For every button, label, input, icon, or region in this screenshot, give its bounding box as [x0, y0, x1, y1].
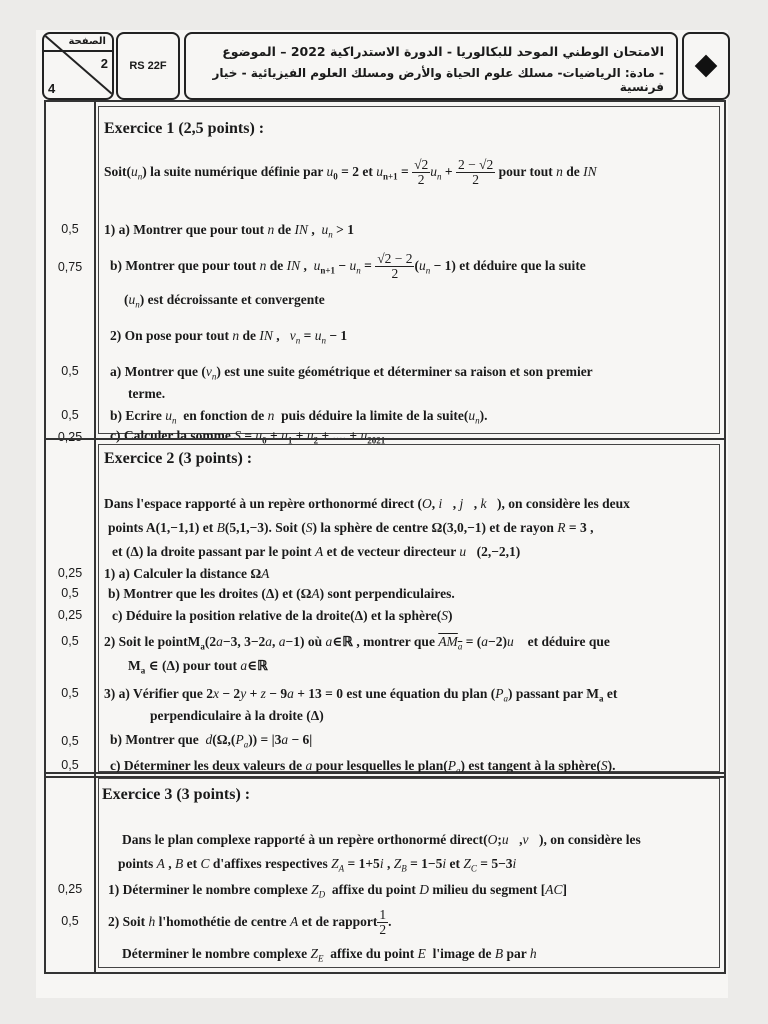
ex1-q2a-line2: terme.	[128, 386, 166, 401]
ex2-q3a: 3) a) Vérifier que 2x − 2y + z − 9a + 13 = 0 est une équation du plan $(P_a)$ passant par $M_a$ et	[104, 686, 618, 704]
page-number: 2	[100, 56, 108, 71]
exercise-3-title: Exercice 3 (3 points) :	[102, 786, 251, 803]
ex2-intro-3: et (Δ) la droite passant par le point A et de vecteur directeur u⃗(2,−2,1)	[112, 544, 521, 559]
mark-ex2-1a: 0,25	[57, 566, 83, 580]
ex2-intro-1: Dans l'espace rapporté à un repère orthonormé direct (O, i⃗, j⃗, k⃗), on considère les deux	[104, 496, 630, 511]
mark-ex2-3a: 0,5	[61, 686, 79, 700]
ex1-intro: $Soit(u_n)$ la suite numérique définie par $u_0 = 2$ et $u_{n+1}$ = $\frac{√2}{2}$ $u_n$ + $\frac{2 - √2}{2}$ pour tout n de IN	[104, 157, 597, 188]
mark-ex3-2: 0,5	[61, 914, 79, 928]
exercise-2	[44, 438, 726, 778]
exam-page	[36, 30, 728, 998]
diamond-box	[682, 32, 730, 100]
ex2-q1a: 1) a) Calculer la distance ΩA	[104, 566, 270, 581]
ex3-q2-line2: Déterminer le nombre complexe $Z_E$ affixe du point E l'image de B par h	[122, 946, 537, 964]
exam-code: RS 22F	[129, 60, 167, 72]
exam-title-box	[184, 32, 678, 100]
ex3-q1: 1) Déterminer le nombre complexe $Z_D$ affixe du point D milieu du segment [AC]	[108, 882, 567, 900]
diamond-icon	[695, 55, 718, 78]
mark-ex2-1b: 0,5	[61, 586, 79, 600]
exercise-1-title: Exercice 1 (2,5 points) :	[104, 120, 265, 137]
ex2-q2: 2) Soit le pointM$_a$(2a−3, 3−2a, a−1) où a∈ℝ , montrer que $AM_a$ = (a−2)u⃗ et déduire que	[104, 634, 610, 652]
mark-ex1-2a: 0,5	[61, 364, 79, 378]
mark-ex2-2: 0,5	[61, 634, 79, 648]
ex3-intro-1: Dans le plan complexe rapporté à un repère orthonormé direct(O;u⃗,v⃗), on considère les	[122, 832, 641, 847]
marks-column	[46, 774, 96, 972]
ex2-q3b: b) Montrer que $d(\Omega,(P_a)) = |3a - 6|$	[110, 732, 313, 750]
page-number-box	[42, 32, 114, 100]
ex2-intro-2: points A(1,−1,1) et B(5,1,−3). Soit (S) la sphère de centre Ω(3,0,−1) et de rayon R = 3 ,	[108, 520, 594, 535]
ex2-q2-line2: $M_a$ ∈ (Δ) pour tout a∈ℝ	[128, 658, 268, 676]
exercise-2-title: Exercice 2 (3 points) :	[104, 450, 253, 467]
ex3-q2: 2) Soit h l'homothétie de centre A et de rapport $\frac{1}{2}$ .	[108, 907, 392, 938]
mark-ex1-2c: 0,25	[57, 430, 83, 444]
mark-ex2-3c: 0,5	[61, 758, 79, 772]
mark-ex2-3b: 0,5	[61, 734, 79, 748]
ex1-q1b-line2: $(u_n)$ est décroissante et convergente	[124, 292, 325, 310]
ex2-q1b: b) Montrer que les droites (Δ) et (ΩA) sont perpendiculaires.	[108, 586, 455, 601]
exam-title-line1: الامتحان الوطني الموحد للبكالوريا - الدورة الاستدراكية 2022 – الموضوع	[222, 44, 664, 59]
exam-title-line2: - مادة: الرياضيات- مسلك علوم الحياة والأرض ومسلك العلوم الفيزيائية - خيار فرنسية	[212, 66, 664, 94]
mark-ex1-1a: 0,5	[61, 222, 79, 236]
ex1-q2c: c) Calculer la somme $S = u_0 + u_1 + u_2$ + .... + $u_{2021}$	[110, 428, 386, 446]
mark-ex2-1c: 0,25	[57, 608, 83, 622]
ex3-intro-2: points A , B et C d'affixes respectives $Z_A = 1+5i$ , $Z_B = 1-5i$ et $Z_C = 5-3i$	[118, 856, 517, 874]
mark-ex1-1b: 0,75	[57, 260, 83, 274]
ex1-q2a: a) Montrer que $(v_n)$ est une suite géométrique et déterminer sa raison et son premier	[110, 364, 593, 382]
exam-code-box	[116, 32, 180, 100]
ex1-q1b: b) Montrer que pour tout n de IN , $u_{n+1} - u_n$ = $\frac{√2 - 2}{2}$ $(u_n - 1)$ et déduire que la suite	[110, 251, 586, 282]
ex2-q3c: c) Déterminer les deux valeurs de a pour lesquelles le $plan(P_a)$ est tangent à la sphère(S).	[110, 758, 616, 776]
ex1-q2b: b) Ecrire $u_n$ en fonction de n puis déduire la limite de la $suite(u_n)$.	[110, 408, 488, 426]
ex1-q2: 2) On pose pour tout n de IN , $v_n = u_n - 1$	[110, 328, 348, 346]
ex2-q1c: c) Déduire la position relative de la droite(Δ) et la sphère(S)	[112, 608, 453, 623]
mark-ex3-1: 0,25	[57, 882, 83, 896]
page-total: 4	[48, 81, 56, 96]
page-label: الصفحة	[68, 36, 106, 47]
ex2-q3a-line2: perpendiculaire à la droite (Δ)	[150, 708, 324, 723]
mark-ex1-2b: 0,5	[61, 408, 79, 422]
ex1-q1a: 1) a) Montrer que pour tout n de IN , $u_n > 1$	[104, 222, 354, 240]
exercise-3	[44, 772, 726, 974]
exercise-1	[44, 100, 726, 446]
